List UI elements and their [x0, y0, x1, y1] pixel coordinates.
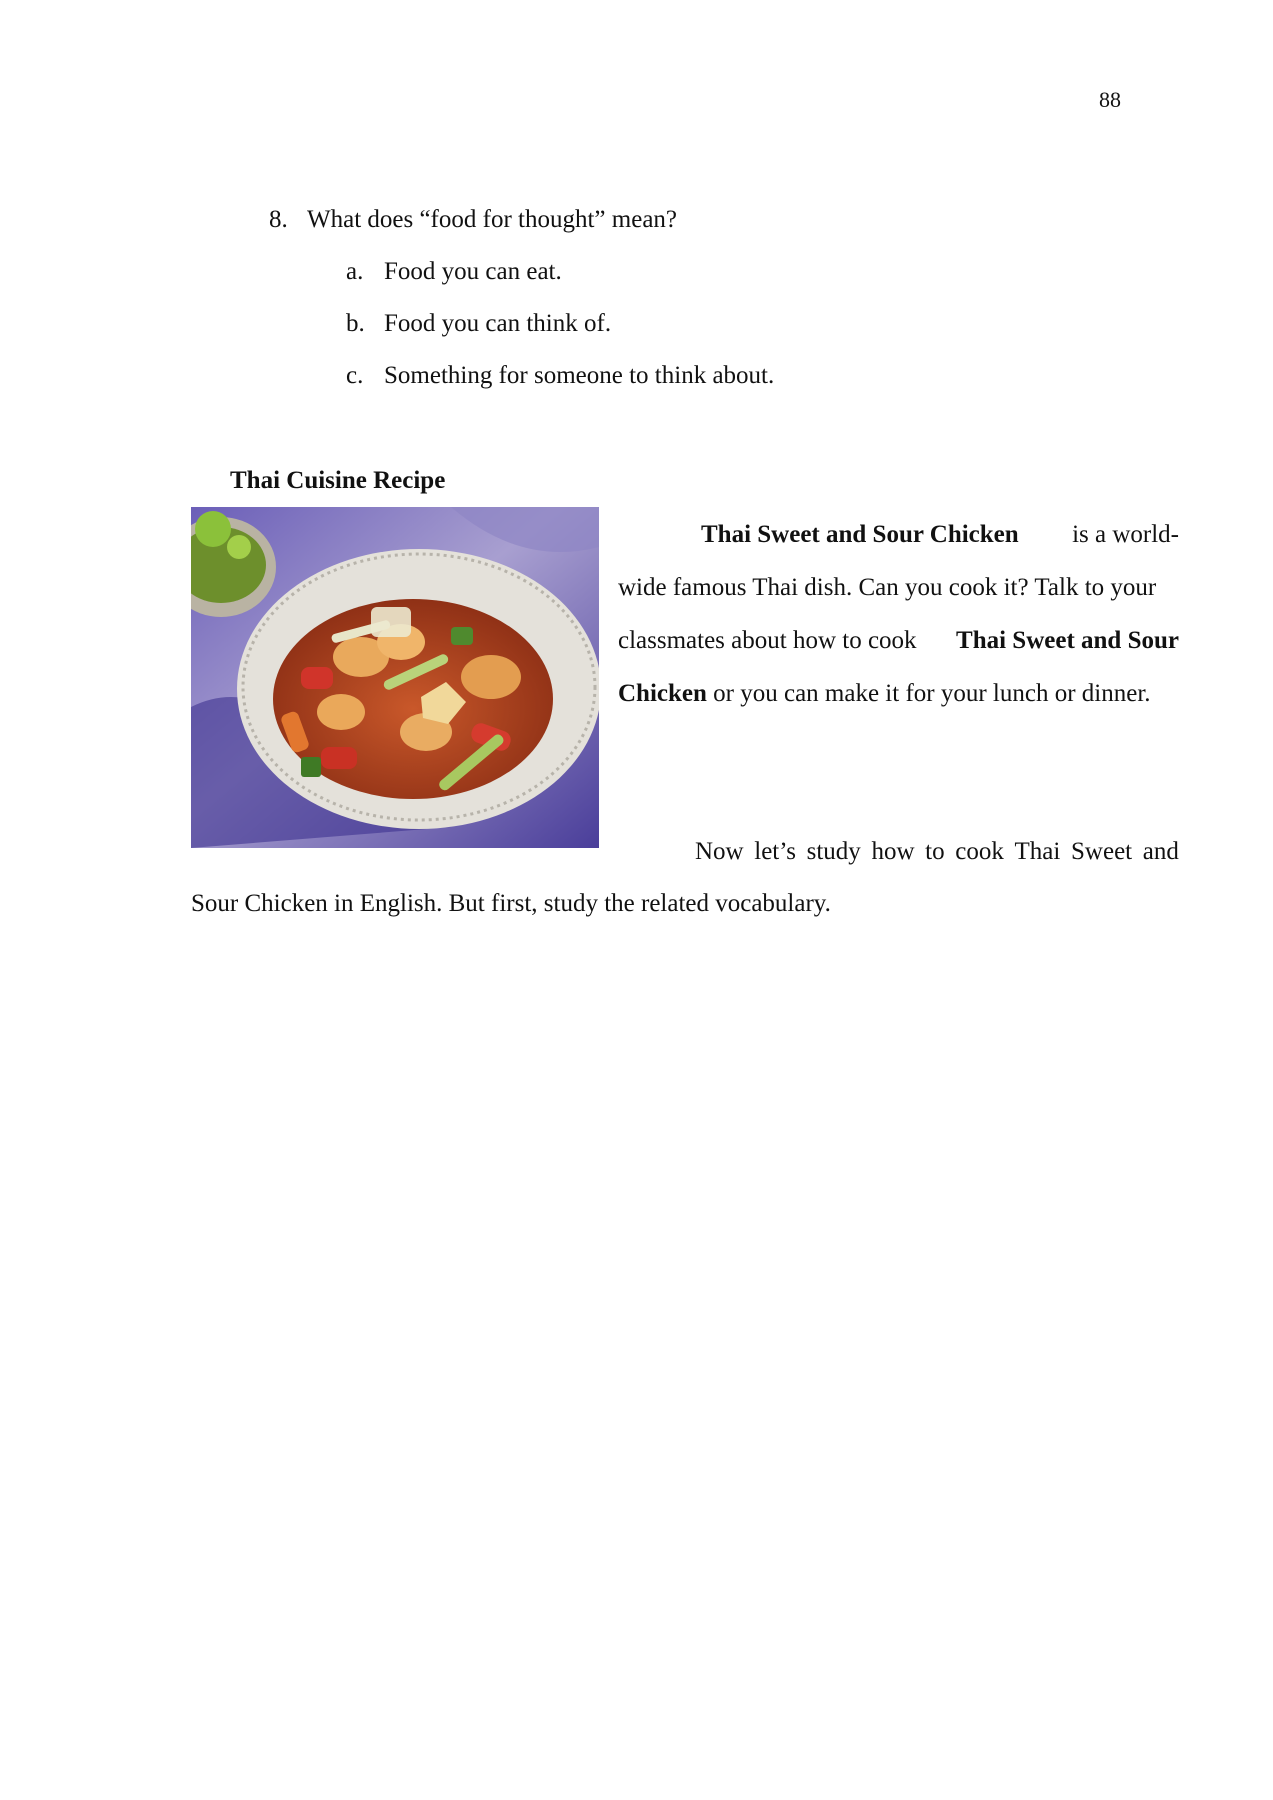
study-word: to — [925, 838, 945, 865]
study-word: let’s — [754, 838, 796, 865]
intro-line-3-bold: Thai Sweet and Sour — [956, 627, 1179, 654]
intro-line-1-rest: is a world- — [1072, 521, 1179, 548]
option-letter: b. — [346, 310, 365, 337]
study-line-1 — [695, 836, 1179, 868]
page-number: 88 — [1099, 87, 1121, 112]
intro-line-4 — [618, 678, 1151, 710]
study-word: Now — [695, 838, 744, 865]
option-letter: a. — [346, 258, 364, 285]
study-word: study — [806, 838, 861, 865]
question-number: 8. — [269, 206, 288, 233]
option-b — [346, 308, 611, 340]
intro-line-3-start: classmates about how to cook — [618, 627, 917, 654]
study-word: and — [1142, 838, 1179, 865]
study-word: cook — [955, 838, 1004, 865]
study-line-2: Sour Chicken in English. But first, study the related vocabulary. — [191, 890, 831, 917]
question-8 — [269, 204, 677, 236]
question-text: What does “food for thought” mean? — [307, 206, 678, 233]
sweet-and-sour-chicken-photo — [191, 507, 599, 848]
study-word: Sweet — [1071, 838, 1133, 865]
intro-line-2: wide famous Thai dish. Can you cook it? Talk to your — [618, 574, 1157, 601]
option-text: Food you can eat. — [384, 258, 562, 285]
option-text: Something for someone to think about. — [384, 362, 775, 389]
intro-line-3 — [618, 625, 1179, 657]
study-word: how — [871, 838, 915, 865]
intro-line-1 — [701, 519, 1179, 551]
dish-name: Thai Sweet and Sour Chicken — [701, 521, 1019, 548]
option-text: Food you can think of. — [384, 310, 612, 337]
option-letter: c. — [346, 362, 364, 389]
option-a — [346, 256, 562, 288]
option-c — [346, 360, 774, 392]
section-title: Thai Cuisine Recipe — [230, 467, 446, 494]
intro-line-4-rest: or you can make it for your lunch or dinner. — [713, 680, 1151, 707]
study-word: Thai — [1014, 838, 1061, 865]
intro-line-4-bold: Chicken — [618, 680, 707, 707]
